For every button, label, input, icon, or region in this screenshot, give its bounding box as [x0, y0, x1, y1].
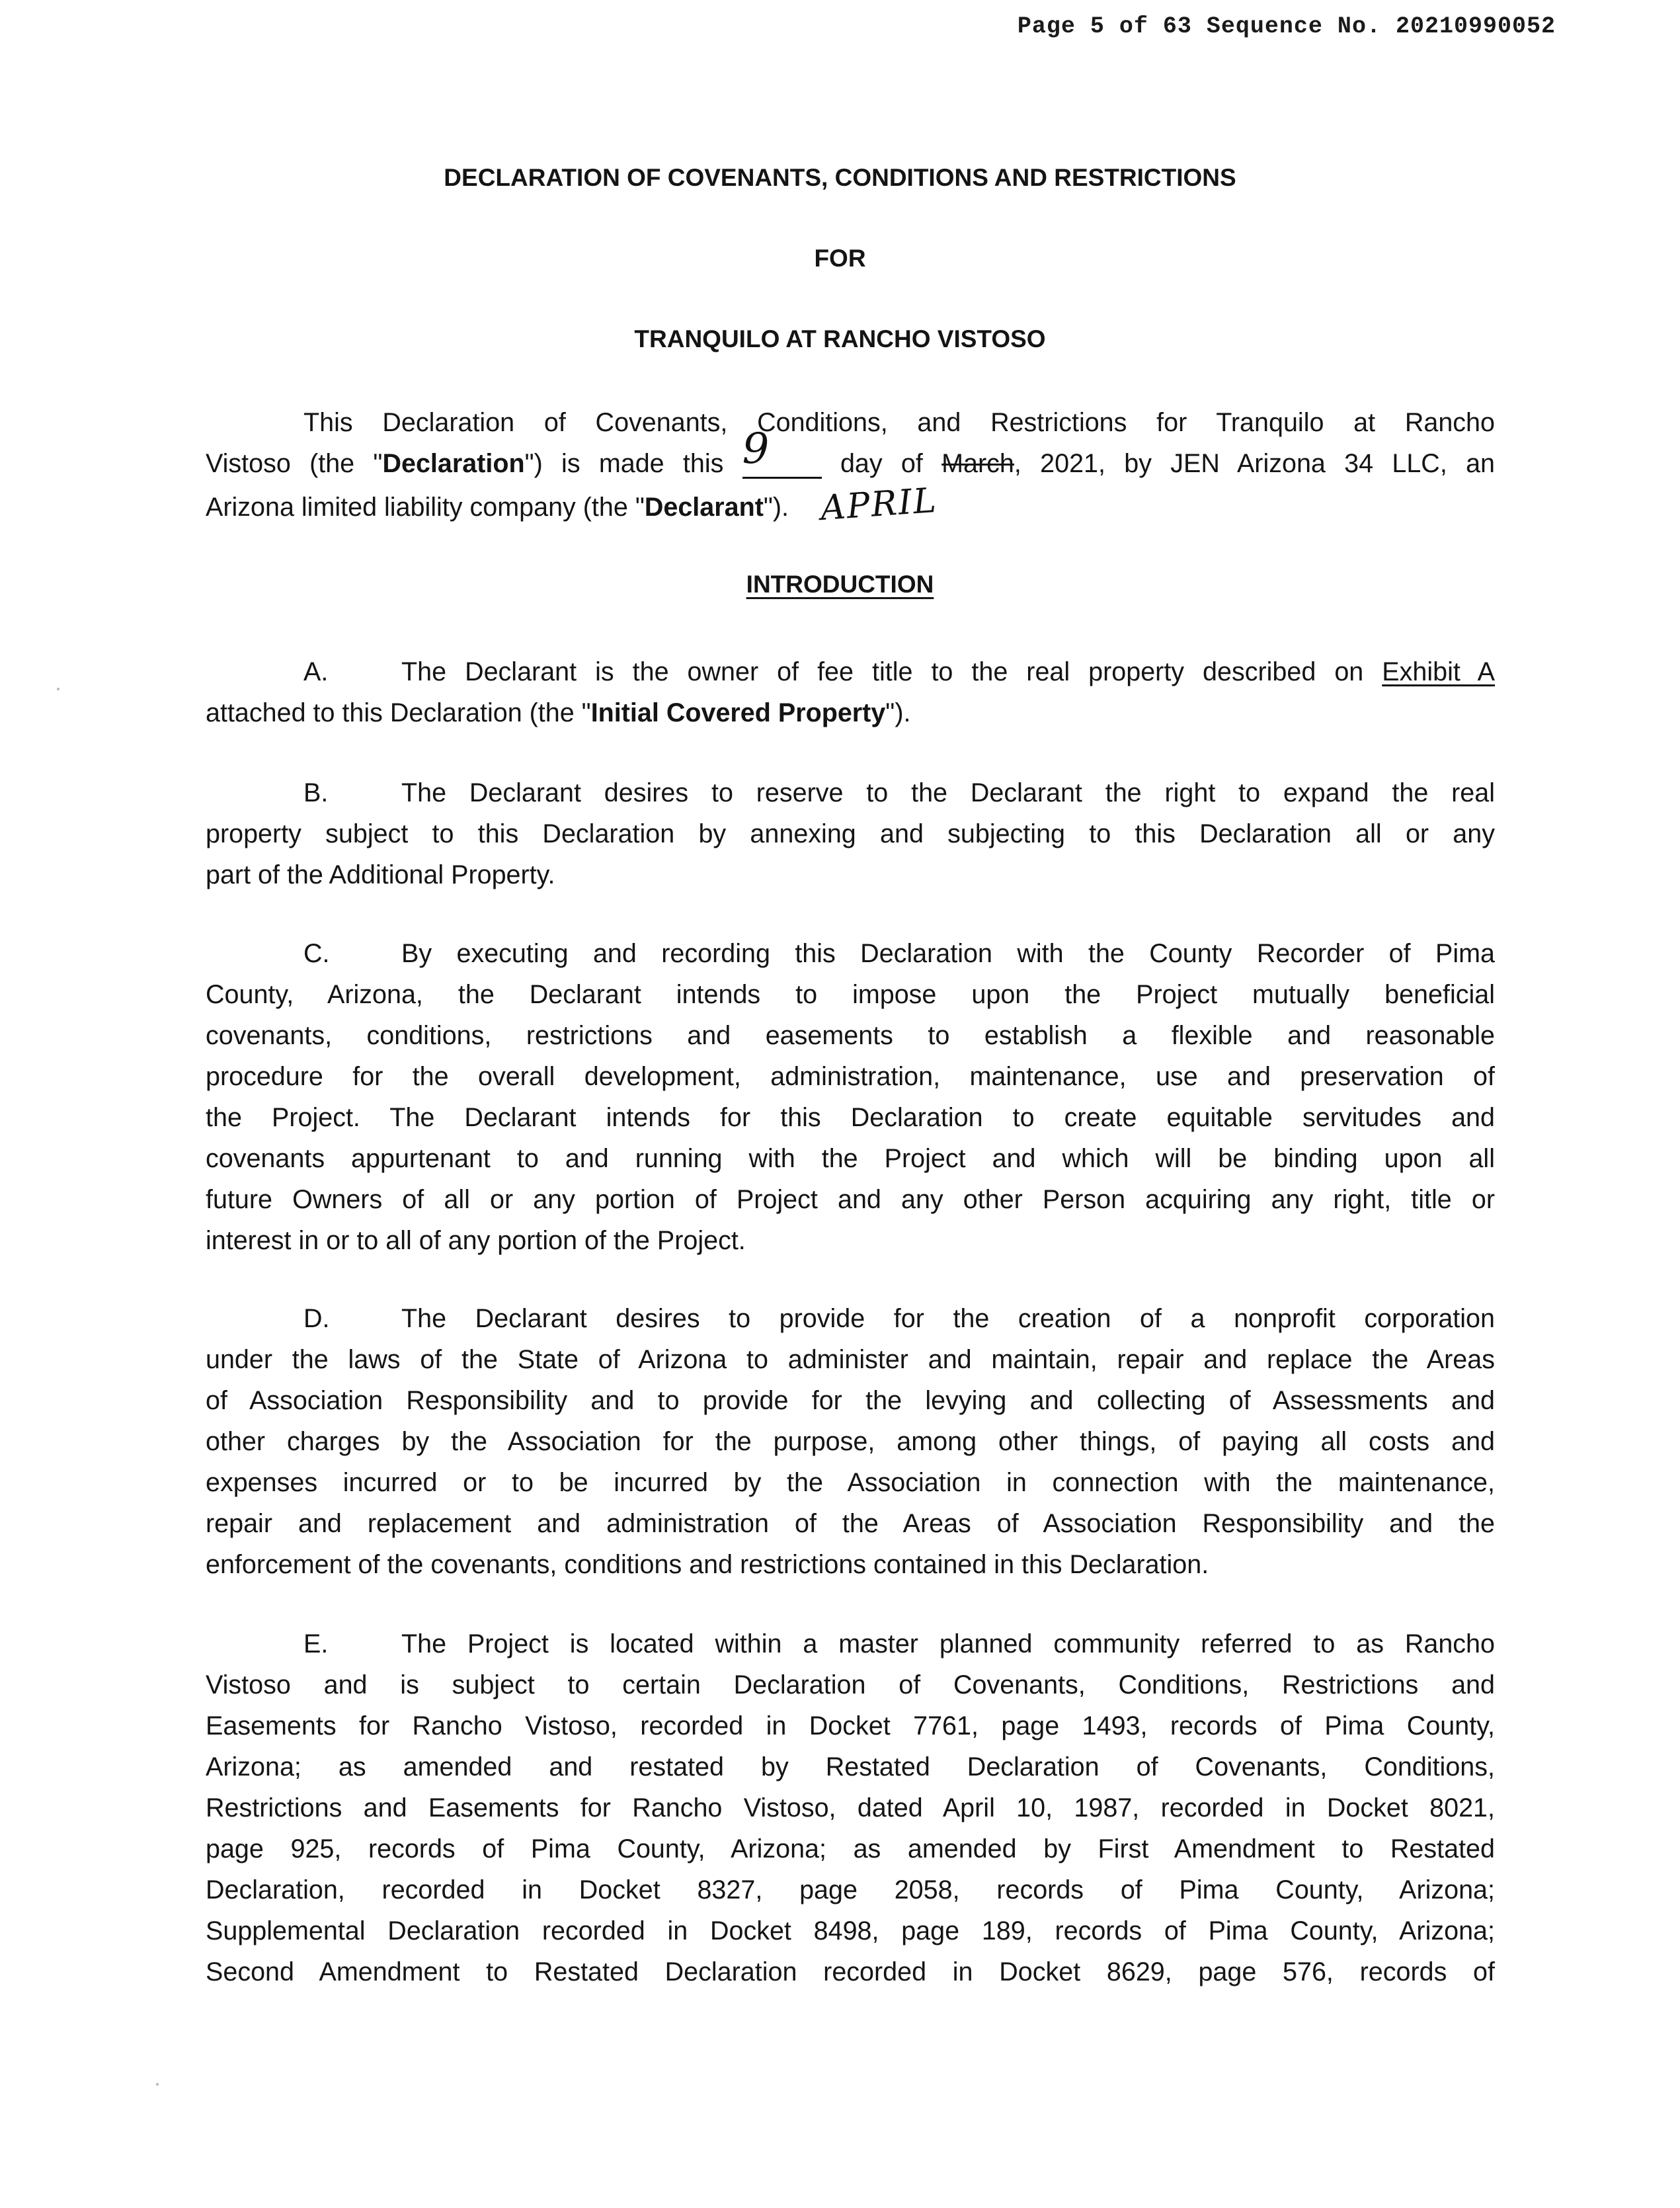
handwritten-day: 9: [742, 425, 770, 473]
preamble-line-1: This Declaration of Covenants, Conditions, and Restrictions for Tranquilo at Rancho: [303, 408, 1495, 437]
recital-c-line-7: future Owners of all or any portion of Project and any other Person acquiring any right, title or: [206, 1185, 1495, 1214]
recital-d: [206, 1298, 1495, 1585]
recital-b: [206, 772, 1495, 895]
recital-e-line-3: Easements for Rancho Vistoso, recorded in Docket 7761, page 1493, records of Pima County,: [206, 1711, 1495, 1740]
exhibit-a-reference: Exhibit A: [1382, 657, 1495, 686]
recital-d-line-6: repair and replacement and administration of the Areas of Association Responsibility and the: [206, 1509, 1495, 1538]
preamble-paragraph: [206, 402, 1495, 528]
scan-speck: [156, 2083, 159, 2086]
recital-e: [206, 1623, 1495, 1992]
recital-d-label: D.: [303, 1304, 330, 1333]
recital-a-label: A.: [303, 657, 329, 686]
recital-e-line-7: Declaration, recorded in Docket 8327, page 2058, records of Pima County, Arizona;: [206, 1875, 1495, 1904]
recital-b-line-1: B. The Declarant desires to reserve to the Declarant the right to expand the real: [206, 772, 1495, 813]
recital-d-line-4: other charges by the Association for the purpose, among other things, of paying all costs and: [206, 1427, 1495, 1456]
introduction-heading: INTRODUCTION: [746, 571, 934, 598]
recital-c-line-4: procedure for the overall development, administration, maintenance, use and preservation of: [206, 1062, 1495, 1091]
title-for: FOR: [814, 245, 866, 272]
recital-c-line-2: County, Arizona, the Declarant intends to impose upon the Project mutually beneficial: [206, 980, 1495, 1009]
scan-speck: [57, 688, 60, 690]
day-blank: [742, 425, 822, 479]
recital-a: [206, 651, 1495, 733]
recital-e-line-1: E. The Project is located within a master planned community referred to as Rancho: [206, 1623, 1495, 1664]
recorder-page-stamp: Page 5 of 63 Sequence No. 20210990052: [1017, 13, 1556, 40]
recital-c-line-5: the Project. The Declarant intends for this Declaration to create equitable servitudes and: [206, 1103, 1495, 1132]
handwritten-month: APRIL: [819, 480, 939, 529]
defined-term-declarant: Declarant: [644, 493, 764, 522]
struck-month: March: [941, 449, 1014, 478]
preamble-line-2: Vistoso (the "Declaration") is made this 9 day of March, 2021, by JEN Arizona 34 LLC, an: [206, 425, 1496, 478]
recital-b-label: B.: [303, 778, 329, 807]
project-name-title: TRANQUILO AT RANCHO VISTOSO: [634, 325, 1046, 352]
recital-a-line-2: attached to this Declaration (the "Initial Covered Property").: [206, 698, 911, 727]
recital-c-line-8: interest in or to all of any portion of the Project.: [206, 1226, 746, 1255]
recital-d-line-2: under the laws of the State of Arizona to administer and maintain, repair and replace the Areas: [206, 1345, 1495, 1374]
preamble-line-3: Arizona limited liability company (the "Declarant"). APRIL: [206, 480, 939, 529]
defined-term-declaration: Declaration: [382, 449, 525, 478]
recital-c: [206, 933, 1495, 1261]
recital-c-label: C.: [303, 939, 330, 968]
recital-e-line-8: Supplemental Declaration recorded in Docket 8498, page 189, records of Pima County, Arizona;: [206, 1916, 1495, 1945]
recital-d-line-3: of Association Responsibility and to provide for the levying and collecting of Assessments and: [206, 1386, 1495, 1415]
recital-e-label: E.: [303, 1629, 329, 1658]
recital-e-line-5: Restrictions and Easements for Rancho Vistoso, dated April 10, 1987, recorded in Docket 8021,: [206, 1793, 1495, 1822]
recital-c-line-3: covenants, conditions, restrictions and easements to establish a flexible and reasonable: [206, 1021, 1495, 1050]
recital-e-line-9: Second Amendment to Restated Declaration recorded in Docket 8629, page 576, records of: [206, 1957, 1495, 1986]
document-title: DECLARATION OF COVENANTS, CONDITIONS AND RESTRICTIONS: [444, 164, 1236, 191]
recital-e-line-2: Vistoso and is subject to certain Declaration of Covenants, Conditions, Restrictions and: [206, 1670, 1495, 1699]
recital-b-line-3: part of the Additional Property.: [206, 860, 555, 889]
recital-e-line-6: page 925, records of Pima County, Arizona; as amended by First Amendment to Restated: [206, 1834, 1495, 1863]
defined-term-initial-covered-property: Initial Covered Property: [590, 698, 886, 727]
recital-d-line-5: expenses incurred or to be incurred by the Association in connection with the maintenance,: [206, 1468, 1495, 1497]
recital-b-line-2: property subject to this Declaration by annexing and subjecting to this Declaration all or any: [206, 819, 1495, 848]
recital-e-line-4: Arizona; as amended and restated by Restated Declaration of Covenants, Conditions,: [206, 1752, 1495, 1781]
recital-c-line-1: C. By executing and recording this Declaration with the County Recorder of Pima: [206, 933, 1495, 974]
recital-c-line-6: covenants appurtenant to and running with the Project and which will be binding upon all: [206, 1144, 1495, 1173]
recital-d-line-1: D. The Declarant desires to provide for the creation of a nonprofit corporation: [206, 1298, 1495, 1339]
recital-a-line-1: A. The Declarant is the owner of fee title to the real property described on Exhibit A: [206, 651, 1495, 692]
recital-d-line-7: enforcement of the covenants, conditions and restrictions contained in this Declaration.: [206, 1550, 1209, 1579]
